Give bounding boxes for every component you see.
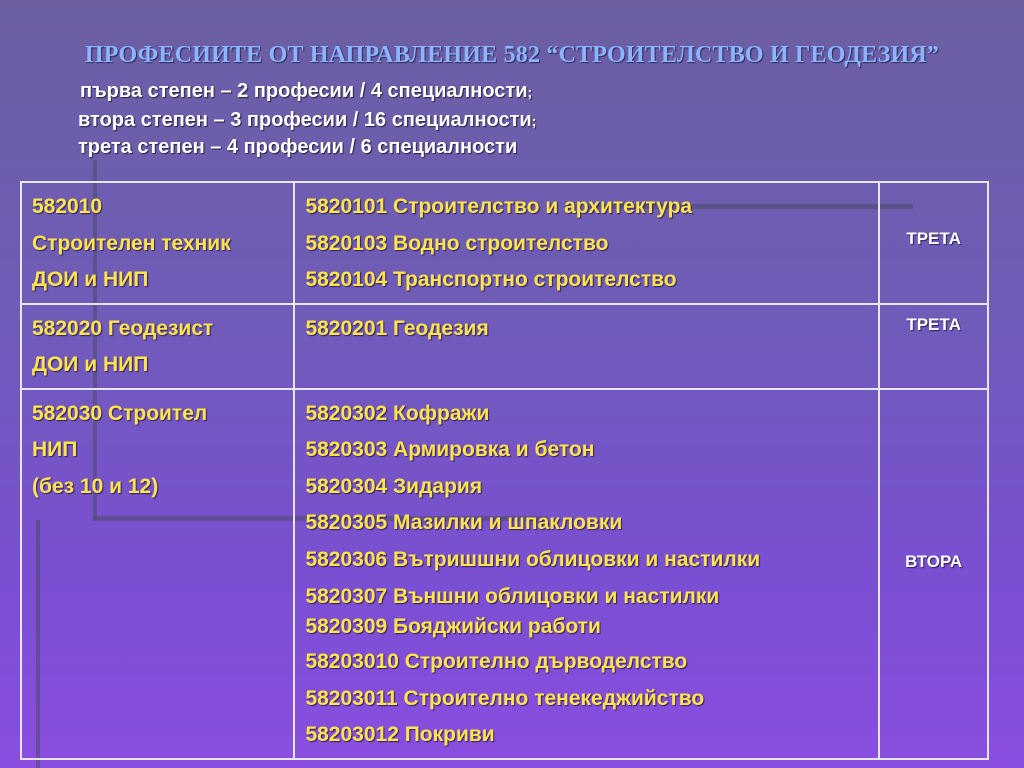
specialty-line: 58203010 Строително дърводелство bbox=[305, 650, 688, 673]
profession-line: 582010 bbox=[32, 195, 103, 218]
level-cell bbox=[879, 304, 988, 389]
subtitle-text: трета степен – 4 професии / 6 специалности bbox=[78, 136, 518, 158]
profession-line: 582020 Геодезист bbox=[32, 316, 214, 340]
specialty-line: 5820303 Армировка и бетон bbox=[305, 438, 595, 461]
specialty-line: 5820309 Бояджийски работи bbox=[305, 615, 601, 638]
profession-line: ДОИ и НИП bbox=[32, 268, 149, 291]
table-row bbox=[21, 304, 988, 389]
specialty-line: 5820101 Строителство и архитектура bbox=[305, 195, 693, 218]
level-label: ТРЕТА bbox=[906, 314, 961, 334]
profession-line: 582030 Строител bbox=[32, 401, 208, 425]
level-cell bbox=[879, 182, 988, 304]
slide-title: ПРОФЕСИИТЕ ОТ НАПРАВЛЕНИЕ 582 “СТРОИТЕЛСТВО И ГЕОДЕЗИЯ” bbox=[84, 42, 940, 68]
subtitle-semicolon: ; bbox=[531, 113, 537, 129]
specialties-cell bbox=[294, 304, 879, 389]
subtitle-second-degree bbox=[78, 109, 536, 132]
level-cell bbox=[879, 389, 988, 759]
specialty-line: 5820201 Геодезия bbox=[305, 316, 489, 340]
specialty-line: 5820103 Водно строителство bbox=[305, 231, 609, 255]
specialties-cell bbox=[294, 389, 879, 759]
profession-cell bbox=[21, 389, 294, 759]
specialty-line: 5820307 Външни облицовки и настилки bbox=[305, 585, 720, 608]
profession-line: (без 10 и 12) bbox=[32, 474, 159, 498]
profession-cell bbox=[21, 182, 294, 304]
subtitle-third-degree bbox=[78, 136, 517, 159]
level-label: ТРЕТА bbox=[906, 229, 961, 248]
profession-cell bbox=[21, 304, 294, 389]
level-label: ВТОРА bbox=[905, 551, 963, 571]
table-row bbox=[21, 389, 988, 759]
specialties-cell bbox=[294, 182, 879, 304]
professions-table bbox=[20, 181, 989, 760]
subtitle-text: първа степен – 2 професии / 4 специалности bbox=[80, 80, 528, 102]
specialty-line: 58203011 Строително тенекеджийство bbox=[305, 686, 705, 710]
subtitle-first-degree bbox=[80, 80, 532, 103]
table-row bbox=[21, 182, 988, 304]
subtitle-semicolon: ; bbox=[527, 84, 533, 100]
profession-line: Строителен техник bbox=[32, 231, 231, 255]
specialty-line: 5820306 Вътришшни облицовки и настилки bbox=[305, 547, 761, 571]
specialty-line: 5820104 Транспортно строителство bbox=[305, 268, 677, 291]
specialty-line: 5820302 Кофражи bbox=[305, 401, 490, 425]
specialty-line: 5820304 Зидария bbox=[305, 474, 483, 498]
profession-line: НИП bbox=[32, 438, 78, 461]
profession-line: ДОИ и НИП bbox=[32, 353, 149, 376]
subtitle-text: втора степен – 3 професии / 16 специалности bbox=[78, 109, 532, 131]
specialty-line: 5820305 Мазилки и шпакловки bbox=[305, 511, 623, 534]
specialty-line: 58203012 Покриви bbox=[305, 723, 495, 746]
